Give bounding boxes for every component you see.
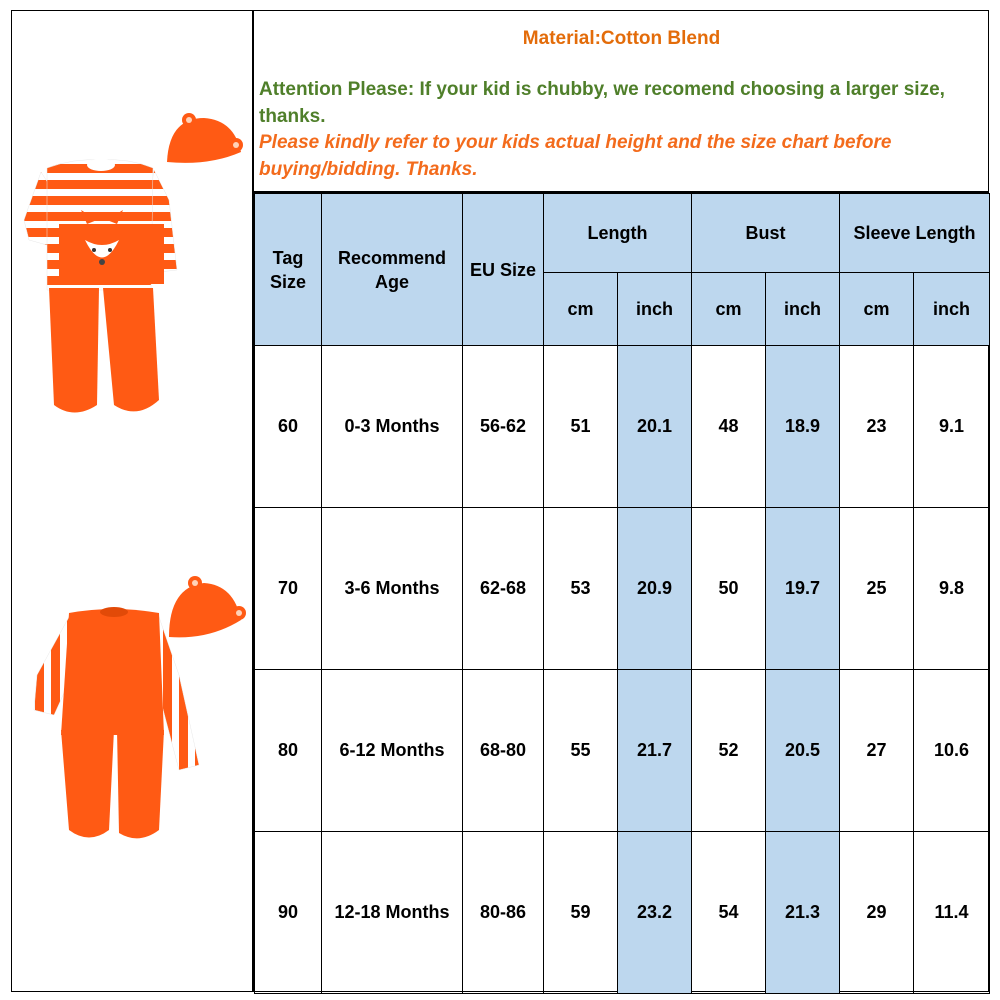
size-chart-table	[254, 193, 990, 994]
cell-sleeve-inch: 9.1	[914, 346, 990, 508]
header-bust-cm: cm	[692, 273, 766, 346]
header-bust-inch: inch	[766, 273, 840, 346]
cell-bust-cm: 48	[692, 346, 766, 508]
cell-sleeve-cm: 23	[840, 346, 914, 508]
product-image-orange-romper	[19, 565, 249, 855]
cell-length-cm: 59	[544, 832, 618, 994]
cell-length-inch: 23.2	[618, 832, 692, 994]
cell-sleeve-inch: 10.6	[914, 670, 990, 832]
cell-sleeve-cm: 29	[840, 832, 914, 994]
table-row	[255, 346, 990, 508]
cell-length-inch: 20.1	[618, 346, 692, 508]
header-length-inch: inch	[618, 273, 692, 346]
table-row	[255, 508, 990, 670]
header-sleeve-cm: cm	[840, 273, 914, 346]
cell-bust-inch: 19.7	[766, 508, 840, 670]
cell-tag-size: 70	[255, 508, 322, 670]
cell-sleeve-inch: 9.8	[914, 508, 990, 670]
table-row	[255, 832, 990, 994]
hat-image	[169, 576, 246, 637]
cell-bust-inch: 20.5	[766, 670, 840, 832]
cell-eu-size: 56-62	[463, 346, 544, 508]
cell-recommend-age: 3-6 Months	[322, 508, 463, 670]
header-tag-size: Tag Size	[255, 194, 322, 346]
cell-bust-inch: 18.9	[766, 346, 840, 508]
cell-bust-cm: 54	[692, 832, 766, 994]
header-length: Length	[544, 194, 692, 273]
attention-text: Attention Please: If your kid is chubby, we recomend choosing a larger size, thanks.	[259, 79, 945, 127]
cell-eu-size: 68-80	[463, 670, 544, 832]
cell-length-cm: 51	[544, 346, 618, 508]
table-row	[255, 670, 990, 832]
cell-sleeve-cm: 25	[840, 508, 914, 670]
header-eu-size: EU Size	[463, 194, 544, 346]
cell-recommend-age: 12-18 Months	[322, 832, 463, 994]
cell-bust-inch: 21.3	[766, 832, 840, 994]
material-text: Material:Cotton Blend	[522, 28, 721, 49]
cell-tag-size: 80	[255, 670, 322, 832]
cell-sleeve-cm: 27	[840, 670, 914, 832]
header-length-cm: cm	[544, 273, 618, 346]
cell-eu-size: 62-68	[463, 508, 544, 670]
cell-length-cm: 55	[544, 670, 618, 832]
cell-recommend-age: 6-12 Months	[322, 670, 463, 832]
cell-length-inch: 20.9	[618, 508, 692, 670]
cell-tag-size: 60	[255, 346, 322, 508]
cell-sleeve-inch: 11.4	[914, 832, 990, 994]
cell-bust-cm: 50	[692, 508, 766, 670]
header-recommend-age: Recommend Age	[322, 194, 463, 346]
refer-text: Please kindly refer to your kids actual height and the size chart before buying/bidding. Thanks.	[259, 132, 892, 180]
cell-length-inch: 21.7	[618, 670, 692, 832]
cell-bust-cm: 52	[692, 670, 766, 832]
header-sleeve-inch: inch	[914, 273, 990, 346]
cell-recommend-age: 0-3 Months	[322, 346, 463, 508]
hat-image	[167, 113, 243, 163]
header-bust: Bust	[692, 194, 840, 273]
table-header-row	[255, 194, 990, 273]
header-notes	[254, 10, 989, 193]
header-sleeve-length: Sleeve Length	[840, 194, 990, 273]
product-image-striped-fox-romper	[19, 100, 249, 420]
product-images-panel	[11, 10, 254, 992]
cell-eu-size: 80-86	[463, 832, 544, 994]
cell-length-cm: 53	[544, 508, 618, 670]
cell-tag-size: 90	[255, 832, 322, 994]
